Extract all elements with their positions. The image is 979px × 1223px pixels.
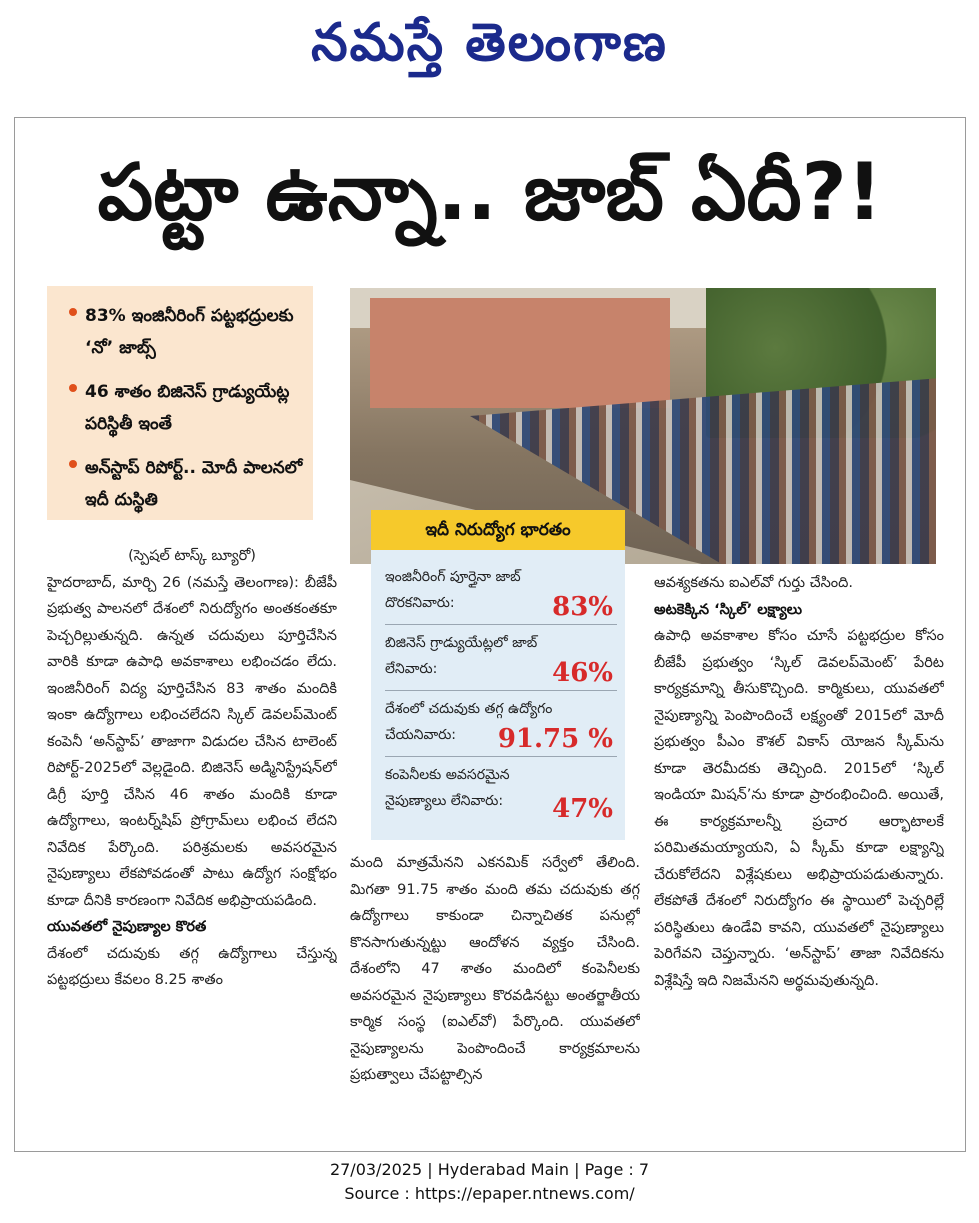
- masthead-title: నమస్తే తెలంగాణ: [311, 13, 668, 73]
- stat-value: 47%: [552, 794, 613, 824]
- article-paragraph: మంది మాత్రమేనని ఎకనమిక్ సర్వేలో తేలింది. మిగతా 91.75 శాతం మంది తమ చదువుకు తగ్గ ఉద్యోగాలు కాకుండా చిన్నాచితక పనుల్లో కొనసాగుతున్నట్టు ఆందోళన వ్యక్తం చేసింది. దేశంలోని 47 శాతం మందిలో కంపెనీలకు అవసరమైన నైపుణ్యాలు కొరవడినట్టు అంతర్జాతీయ కార్మిక సంస్థ (ఐఎల్‌వో) పేర్కొంది. యువతలో నైపుణ్యాలను పెంపొందించే కార్యక్రమాలను ప్రభుత్వాలు చేపట్టాల్సిన: [350, 855, 640, 1083]
- stat-label: కంపెనీలకు అవసరమైన: [385, 767, 510, 783]
- stat-item: [385, 696, 617, 757]
- bullet-icon: [69, 460, 77, 468]
- photo-building: [370, 298, 670, 408]
- article-subhead: యువతలో నైపుణ్యాల కొరత: [47, 919, 207, 935]
- stats-box-title: ఇదీ నిరుద్యోగ భారతం: [371, 510, 625, 550]
- stat-label: ఇంజినీరింగ్ పూర్తైనా జాబ్: [385, 569, 521, 585]
- stats-box: [371, 510, 625, 840]
- highlight-item: [69, 300, 303, 364]
- highlight-item: [69, 376, 303, 440]
- stat-label: నైపుణ్యాలు లేనివారు:: [385, 793, 504, 809]
- highlight-text: 46 శాతం బిజినెస్ గ్రాడ్యుయేట్ల పరిస్థితీ ఇంతే: [85, 382, 290, 434]
- highlight-text: అన్‌స్టాప్ రిపోర్ట్.. మోదీ పాలనలో ఇదీ దుస్థితి: [85, 458, 303, 510]
- highlights-box: [47, 286, 313, 520]
- article-paragraph: ఆవశ్యకతను ఐఎల్‌వో గుర్తు చేసింది.: [654, 575, 853, 591]
- footer-source-line[interactable]: Source : https://epaper.ntnews.com/: [344, 1184, 635, 1203]
- bullet-icon: [69, 308, 77, 316]
- stat-label: దొరకనివారు:: [385, 595, 455, 611]
- article-column-1: [47, 543, 337, 1123]
- stat-label: చేయనివారు:: [385, 727, 457, 743]
- page-footer: [0, 1158, 979, 1206]
- byline: (స్పెషల్ టాస్క్ బ్యూరో): [128, 548, 256, 564]
- stat-value: 91.75 %: [497, 724, 613, 754]
- stat-label: లేనివారు:: [385, 661, 438, 677]
- headline: పట్టా ఉన్నా.. జాబ్ ఏదీ?!: [97, 148, 883, 238]
- article-subhead: అటకెక్కిన ‘స్కిల్’ లక్ష్యాలు: [654, 601, 803, 618]
- stat-item: [385, 564, 617, 625]
- footer-date-line: 27/03/2025 | Hyderabad Main | Page : 7: [329, 1160, 650, 1179]
- stat-value: 46%: [552, 658, 613, 688]
- article-paragraph: ఉపాధి అవకాశాల కోసం చూసే పట్టభద్రుల కోసం బీజేపీ ప్రభుత్వం ‘స్కిల్ డెవలప్‌మెంట్’ పేరిట కార్యక్రమాన్ని తీసుకొచ్చింది. కార్మికులు, యువతలో నైపుణ్యాన్ని పెంపొందించే లక్ష్యంతో 2015లో మోదీ ప్రభుత్వం పీఎం కౌశల్ వికాస్ యోజన స్కీమ్‌ను కూడా తెరమీదకు తెచ్చింది. 2015లో ‘స్కిల్ ఇండియా మిషన్’ను కూడా ప్రారంభించింది. అయితే, ఈ కార్యక్రమాలన్నీ ప్రచార ఆర్భాటాలకే పరిమితమయ్యాయని, ఏ స్కీమ్ కూడా లక్ష్యాన్ని చేరుకోలేదని విశ్లేషకులు అభిప్రాయపడుతున్నారు. లేకపోతే దేశంలో నిరుద్యోగం ఈ స్థాయిలో పెచ్చరిల్లే పరిస్థితులు ఉండేవి కావని, యువతలో నైపుణ్యాలు పెరిగేవని చెప్తున్నారు. ‘అన్‌స్టాప్’ తాజా నివేదికను విశ్లేషిస్తే ఇది నిజమేనని అర్థమవుతున్నది.: [654, 628, 944, 989]
- article-paragraph: హైదరాబాద్, మార్చి 26 (నమస్తే తెలంగాణ): బీజేపీ ప్రభుత్వ పాలనలో దేశంలో నిరుద్యోగం అంతకంతకూ పెచ్చరిల్లుతున్నది. ఉన్నత చదువులు పూర్తిచేసిన వారికి కూడా ఉపాధి అవకాశాలు లభించడం లేదు. ఇంజినీరింగ్ విద్య పూర్తిచేసిన 83 శాతం మందికి ఇంకా ఉద్యోగాలు లభించలేదని స్కిల్ డెవలప్‌మెంట్ కంపెనీ ‘అన్‌స్టాప్’ తాజాగా విడుదల చేసిన టాలెంట్ రిపోర్ట్-2025లో వెల్లడైంది. బిజినెస్ అడ్మినిస్ట్రేషన్‌లో డిగ్రీ పూర్తి చేసిన 46 శాతం మందికి కూడా ఉద్యోగాలు, ఇంటర్న్‌షిప్ ప్రోగ్రామ్‌లు లభించ లేదని నివేదిక పేర్కొంది. పరిశ్రమలకు అవసరమైన నైపుణ్యాలు లేకపోవడంతో పాటు ఉద్యోగ సంక్షోభం కూడా దీనికి కారణంగా నివేదిక అభిప్రాయపడింది.: [47, 574, 337, 909]
- article-column-2: [350, 850, 640, 1130]
- stat-item: [385, 630, 617, 691]
- stat-label: దేశంలో చదువుకు తగ్గ ఉద్యోగం: [385, 701, 553, 717]
- highlight-item: [69, 452, 303, 516]
- bullet-icon: [69, 384, 77, 392]
- stat-value: 83%: [552, 592, 613, 622]
- article-paragraph: దేశంలో చదువుకు తగ్గ ఉద్యోగాలు చేస్తున్న పట్టభద్రులు కేవలం 8.25 శాతం: [47, 945, 337, 988]
- highlight-text: 83% ఇంజినీరింగ్ పట్టభద్రులకు ‘నో’ జాబ్స్: [85, 306, 294, 358]
- stat-label: బిజినెస్ గ్రాడ్యుయేట్లలో జాబ్: [385, 635, 538, 651]
- stat-item: [385, 762, 617, 826]
- article-column-3: [654, 570, 944, 1130]
